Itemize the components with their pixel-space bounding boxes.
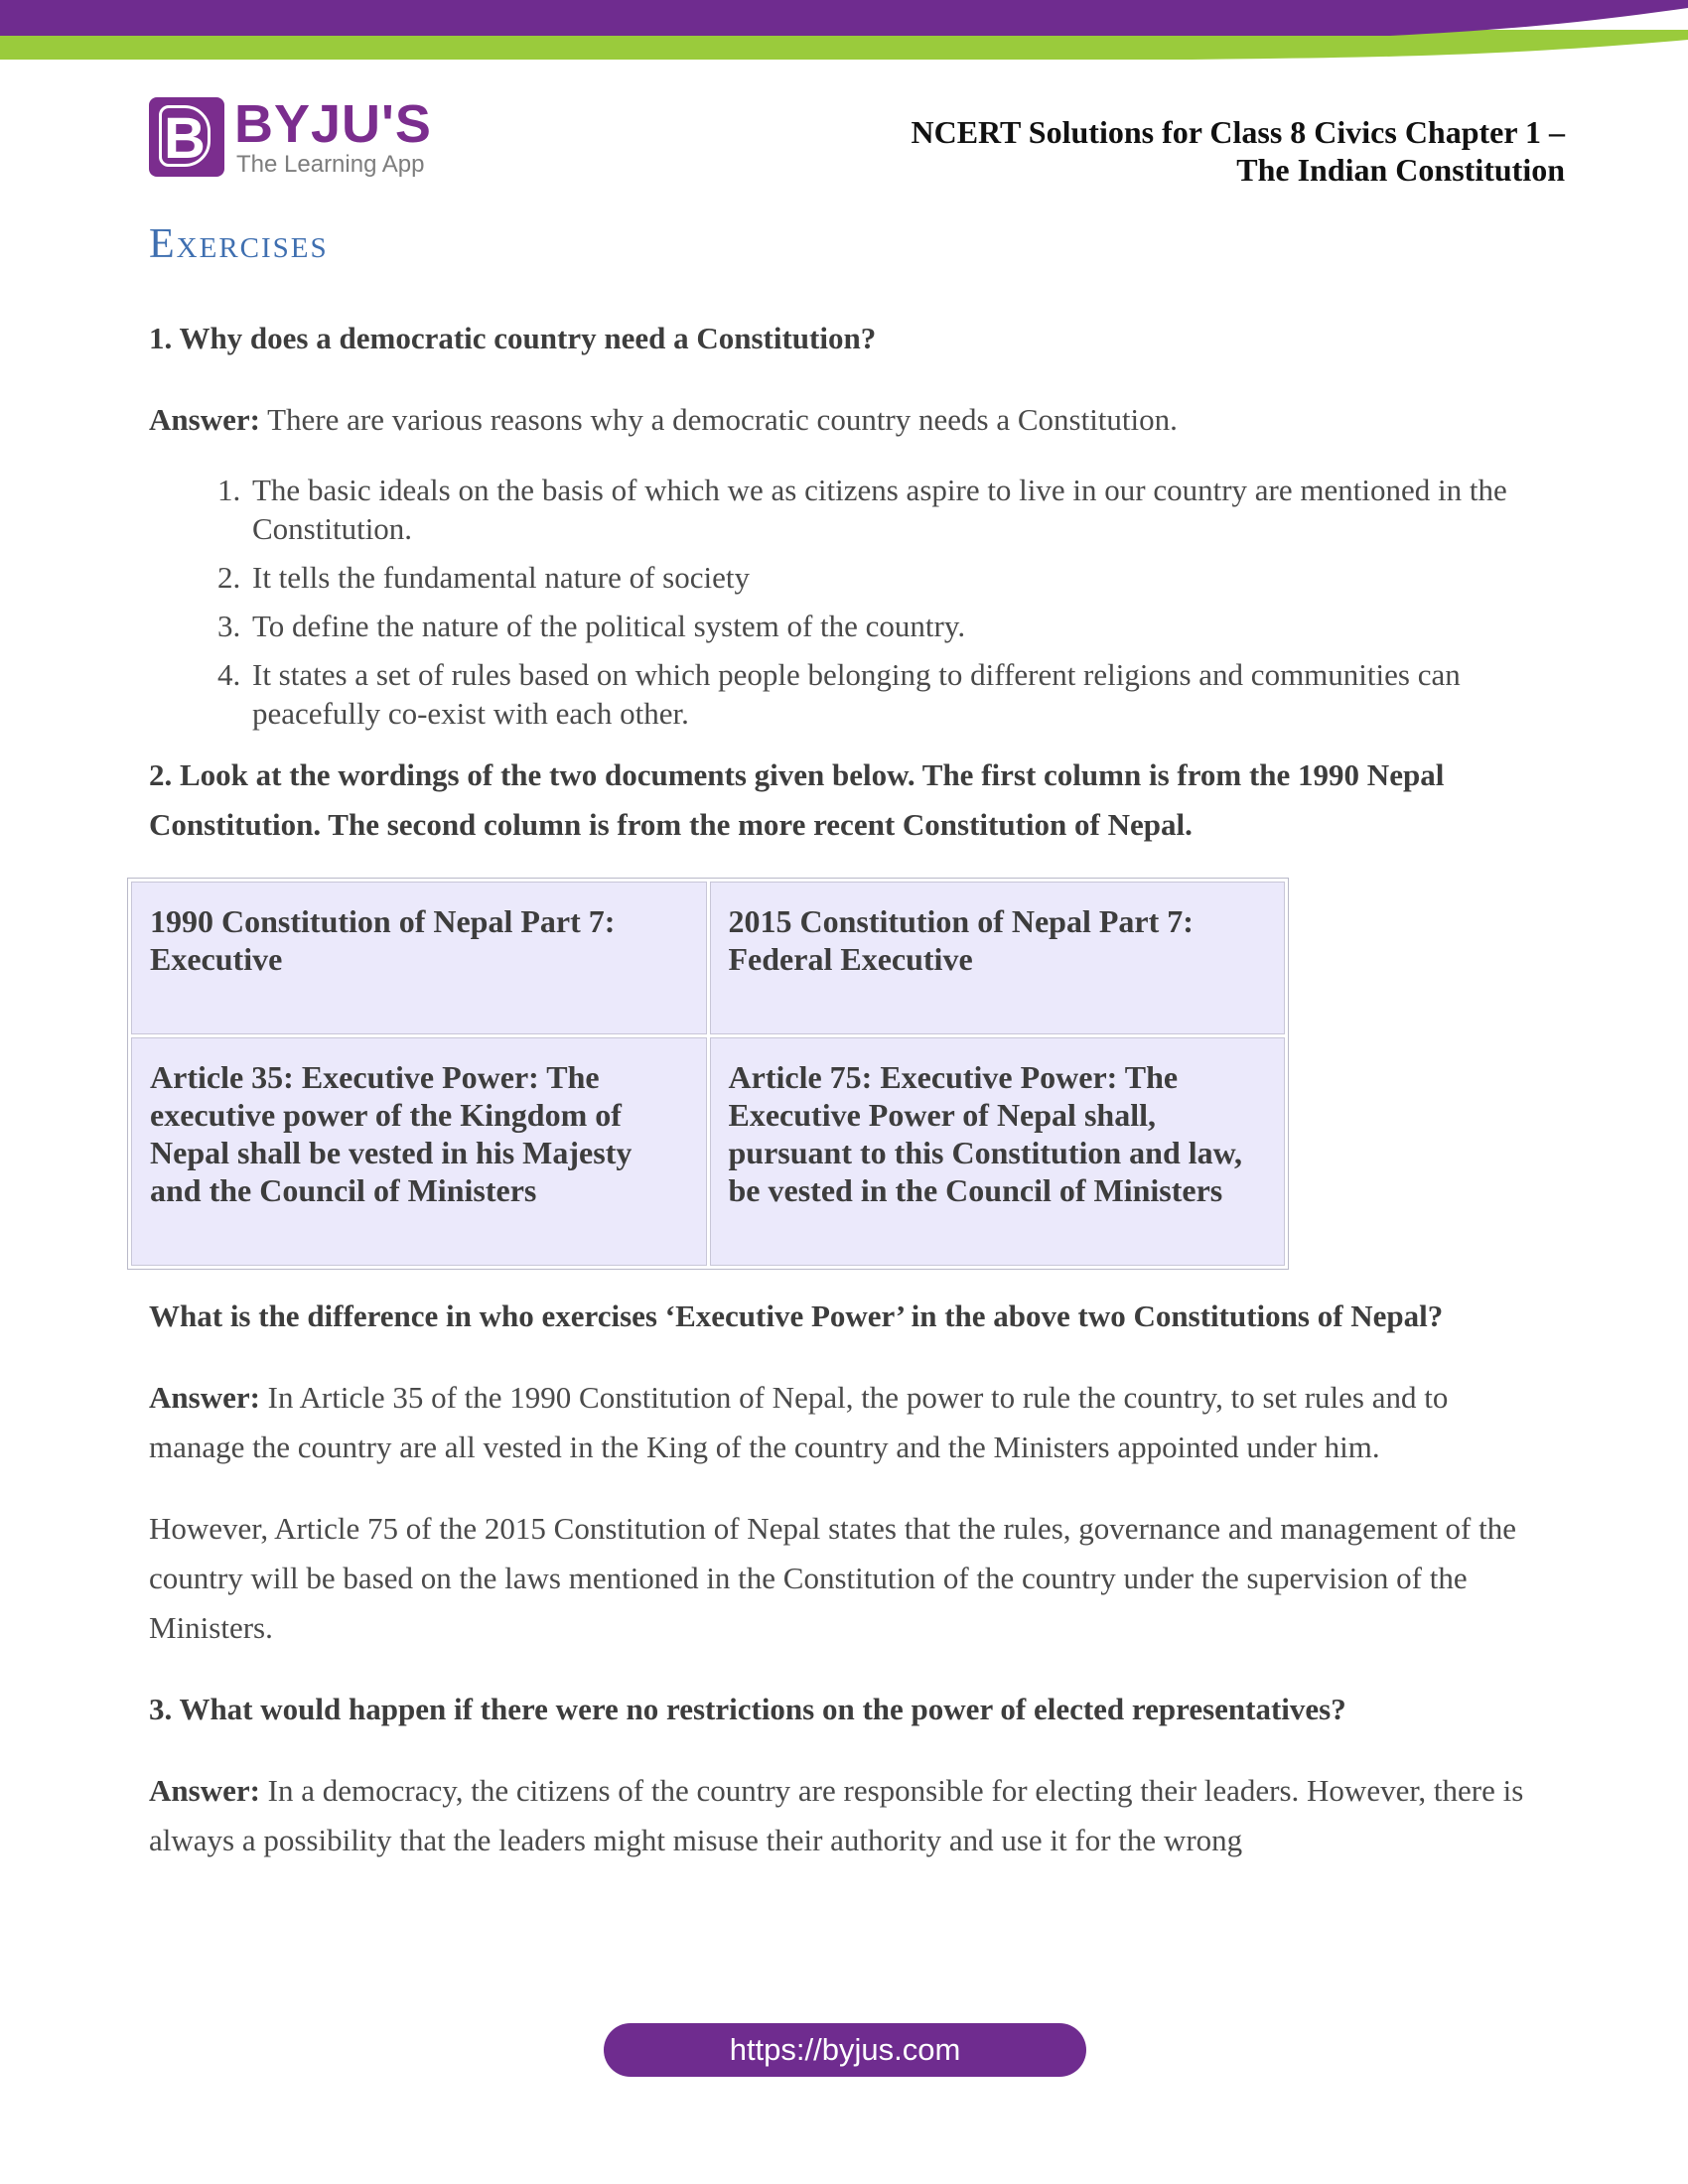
list-item: 1. The basic ideals on the basis of which we as citizens aspire to live in our country are mentioned in the Constitution.: [248, 471, 1549, 548]
table-cell: 1990 Constitution of Nepal Part 7: Executive: [131, 882, 707, 1034]
purple-stripe: [0, 0, 1688, 36]
table-row: [131, 882, 1285, 1034]
answer-text: In a democracy, the citizens of the country are responsible for electing their leaders. However, there is always a possibility that the leaders might misuse their authority and use it for the wrong: [149, 1773, 1524, 1857]
answer-2-paragraph-2: However, Article 75 of the 2015 Constitution of Nepal states that the rules, governance and management of the country will be based on the laws mentioned in the Constitution of the country under the supervision of the Ministers.: [149, 1511, 1517, 1645]
byjus-logo[interactable]: [149, 94, 447, 179]
table-row: [131, 1037, 1285, 1266]
answer-label: Answer:: [149, 402, 260, 437]
question-2-sub: What is the difference in who exercises ‘Executive Power’ in the above two Constitutions of Nepal?: [149, 1298, 1444, 1333]
document-title-line1: NCERT Solutions for Class 8 Civics Chapter 1 –: [911, 114, 1565, 150]
logo-tagline: The Learning App: [236, 151, 425, 178]
comparison-table: [127, 878, 1289, 1270]
table-cell: Article 35: Executive Power: The executive power of the Kingdom of Nepal shall be vested in his Majesty and the Council of Ministers: [131, 1037, 707, 1266]
answer-text: There are various reasons why a democratic country needs a Constitution.: [259, 402, 1178, 437]
footer-url-link[interactable]: https://byjus.com: [604, 2023, 1086, 2077]
answer-label: Answer:: [149, 1773, 260, 1808]
top-banner: [0, 0, 1688, 60]
document-body: [149, 314, 1549, 1897]
answer-2: [149, 1373, 1549, 1472]
logo-letter: B: [159, 105, 211, 167]
logo-name: BYJU'S: [234, 94, 432, 154]
answer-text: In Article 35 of the 1990 Constitution of Nepal, the power to rule the country, to set rules and to manage the country are all vested in the King of the country and the Ministers appointed under him.: [149, 1380, 1449, 1464]
document-title-line2: The Indian Constitution: [1236, 152, 1565, 188]
document-title: [810, 113, 1565, 189]
question-2: 2. Look at the wordings of the two documents given below. The first column is from the 1990 Nepal Constitution. The second column is from the more recent Constitution of Nepal.: [149, 757, 1445, 842]
answer-label: Answer:: [149, 1380, 260, 1415]
list-item: 3. To define the nature of the political system of the country.: [248, 607, 1549, 645]
answer-3: [149, 1766, 1549, 1865]
table-cell: 2015 Constitution of Nepal Part 7: Federal Executive: [710, 882, 1286, 1034]
question-1: 1. Why does a democratic country need a Constitution?: [149, 321, 877, 355]
answer-1: [149, 395, 1549, 445]
list-item: 4. It states a set of rules based on which people belonging to different religions and communities can peacefully co-exist with each other.: [248, 655, 1549, 733]
question-3: 3. What would happen if there were no restrictions on the power of elected representatives?: [149, 1692, 1346, 1726]
table-cell: Article 75: Executive Power: The Executive Power of Nepal shall, pursuant to this Constitution and law, be vested in the Council of Ministers: [710, 1037, 1286, 1266]
list-item: 2. It tells the fundamental nature of society: [248, 558, 1549, 597]
logo-mark: [149, 97, 224, 177]
section-heading: Exercises: [149, 221, 329, 267]
reasons-list: [149, 471, 1549, 733]
